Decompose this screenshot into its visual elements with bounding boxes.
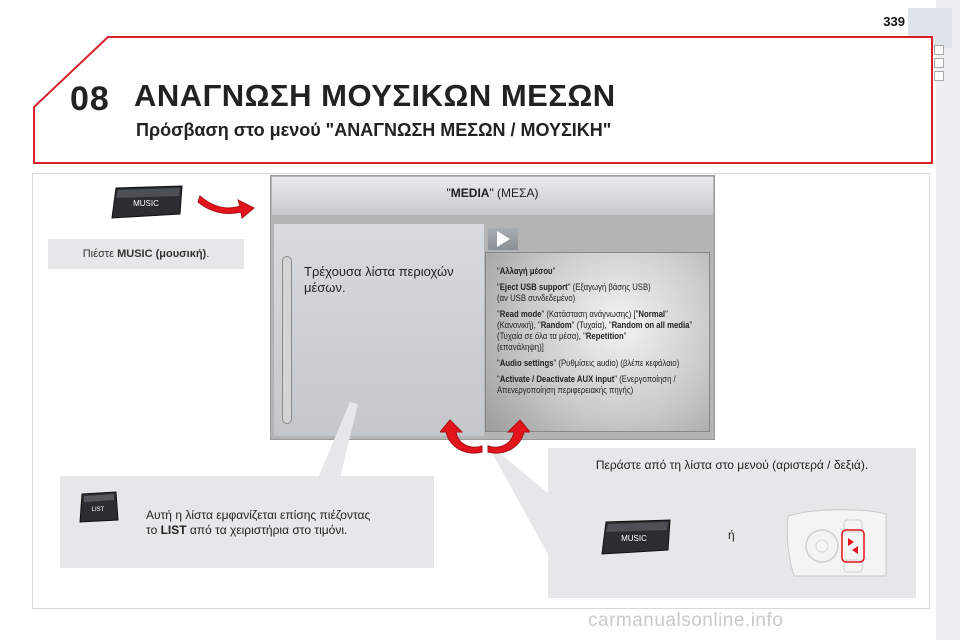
- left-right-arrows-icon: [440, 418, 530, 460]
- page-subtitle: Πρόσβαση στο μενού "ΑΝΑΓΝΩΣΗ ΜΕΣΩΝ / ΜΟΥΣΙΚΗ": [136, 120, 612, 140]
- current-list-label: Τρέχουσα λίστα περιοχών μέσων.: [304, 264, 454, 295]
- menu-item-eject-usb[interactable]: "Eject USB support" (Εξαγωγή βάσης USB) (αν USB συνδεδεμένο): [497, 282, 651, 303]
- list-note-text: Αυτή η λίστα εμφανίζεται επίσης πιέζοντας το LIST από τα χειριστήρια στο τιμόνι.: [146, 508, 371, 537]
- menu-item-change-media[interactable]: "Αλλαγή μέσου": [497, 266, 556, 276]
- chapter-number: 08: [70, 80, 110, 118]
- music-button-illustration: [600, 518, 674, 556]
- play-arrow-icon: [497, 231, 510, 247]
- menu-item-read-mode[interactable]: "Read mode" (Κατάσταση ανάγνωσης) ["Normal" (Κανονική), "Random" (Τυχαία), "Random on all media" (Τυχαία σε όλα τα μέσα), "Repetition" (επανάληψη)]: [497, 309, 693, 352]
- music-button-illustration: [110, 184, 186, 220]
- screen-title: "MEDIA" (ΜΕΣΑ): [446, 186, 539, 200]
- or-label: ή: [728, 528, 735, 542]
- music-button-label: MUSIC: [621, 534, 647, 543]
- press-music-text: Πιέστε MUSIC (μουσική).: [82, 248, 210, 260]
- list-button-illustration: [78, 490, 122, 524]
- callout-pointer: [300, 400, 380, 480]
- list-button-label: LIST: [91, 507, 105, 513]
- list-scrollbar[interactable]: [282, 256, 292, 424]
- page-title: ΑΝΑΓΝΩΣΗ ΜΟΥΣΙΚΩΝ ΜΕΣΩΝ: [134, 78, 616, 113]
- menu-item-aux-input[interactable]: "Activate / Deactivate AUX input" (Ενεργοποίηση / Απενεργοποίηση περιφερειακής πηγής): [497, 374, 676, 395]
- page-number: 339: [883, 14, 905, 29]
- watermark: carmanualsonline.info: [588, 610, 784, 631]
- menu-item-audio-settings[interactable]: "Audio settings" (Ρυθμίσεις audio) (βλέπε κεφάλαιο): [497, 358, 680, 368]
- media-menu: [497, 266, 712, 401]
- red-arrow-icon: [196, 186, 256, 220]
- music-button-label: MUSIC: [133, 199, 159, 208]
- steering-wheel-controls-illustration: [784, 506, 888, 578]
- scroll-instruction-text: Περάστε από τη λίστα στο μενού (αριστερά / δεξιά).: [595, 458, 869, 472]
